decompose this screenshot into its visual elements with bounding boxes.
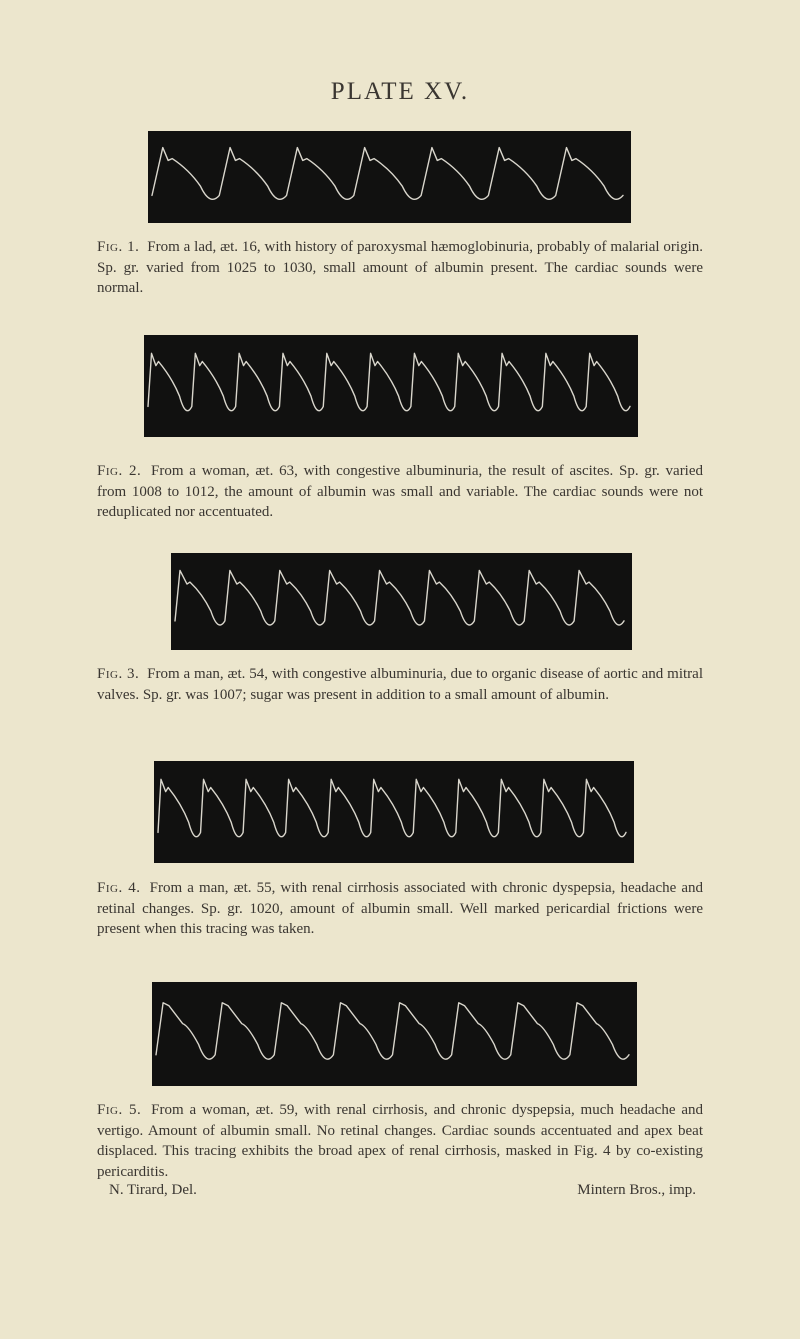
figure-caption-text: From a lad, æt. 16, with history of paroxysmal hæmoglobinuria, probably of malarial origin. Sp. gr. varied from 1025 to 1030, small amount of albumin present. The cardiac sounds were normal. [97, 239, 704, 296]
figure-label: Fig. 3. [97, 666, 140, 682]
pulse-waveform [158, 779, 626, 836]
figure-label: Fig. 2. [97, 463, 142, 479]
pulse-tracing-fig-1 [148, 131, 631, 223]
pulse-tracing-svg [154, 761, 634, 863]
pulse-tracing-svg [171, 553, 632, 650]
pulse-waveform [148, 353, 630, 410]
figure-caption-5 [97, 1100, 703, 1182]
figure-caption-2 [97, 461, 703, 523]
figure-label: Fig. 4. [97, 880, 141, 896]
figure-label: Fig. 1. [97, 239, 140, 255]
figure-caption-4 [97, 878, 703, 940]
figure-caption-1 [97, 237, 703, 299]
pulse-tracing-fig-3 [171, 553, 632, 650]
pulse-tracing-svg [148, 131, 631, 223]
pulse-tracing-fig-4 [154, 761, 634, 863]
pulse-tracing-svg [152, 982, 637, 1086]
figure-caption-text: From a woman, æt. 63, with congestive albuminuria, the result of ascites. Sp. gr. varied from 1008 to 1012, the amount of albumin was small and variable. The cardiac sounds were not reduplicated nor accentuated. [97, 463, 704, 520]
figure-label: Fig. 5. [97, 1102, 142, 1118]
figure-caption-text: From a man, æt. 55, with renal cirrhosis associated with chronic dyspepsia, headache and retinal changes. Sp. gr. 1020, amount of albumin small. Well marked pericardial frictions were present when this tracing was taken. [97, 880, 704, 937]
plate-title: PLATE XV. [330, 78, 470, 105]
pulse-waveform [152, 148, 623, 200]
figure-caption-text: From a woman, æt. 59, with renal cirrhosis, and chronic dyspepsia, much headache and vertigo. Amount of albumin small. No retinal changes. Cardiac sounds accentuated and apex beat displaced. This tracing exhibits the broad apex of renal cirrhosis, masked in Fig. 4 by co-existing pericarditis. [97, 1102, 703, 1180]
artist-credit: N. Tirard, Del. [109, 1182, 197, 1198]
figure-caption-3 [97, 664, 703, 705]
pulse-tracing-svg [144, 335, 638, 437]
pulse-tracing-fig-5 [152, 982, 637, 1086]
figure-caption-text: From a man, æt. 54, with congestive albuminuria, due to organic disease of aortic and mitral valves. Sp. gr. was 1007; sugar was present in addition to a small amount of albumin. [97, 666, 703, 703]
pulse-waveform [156, 1003, 629, 1059]
pulse-tracing-fig-2 [144, 335, 638, 437]
pulse-waveform [175, 570, 624, 625]
printer-credit: Mintern Bros., imp. [577, 1182, 696, 1198]
